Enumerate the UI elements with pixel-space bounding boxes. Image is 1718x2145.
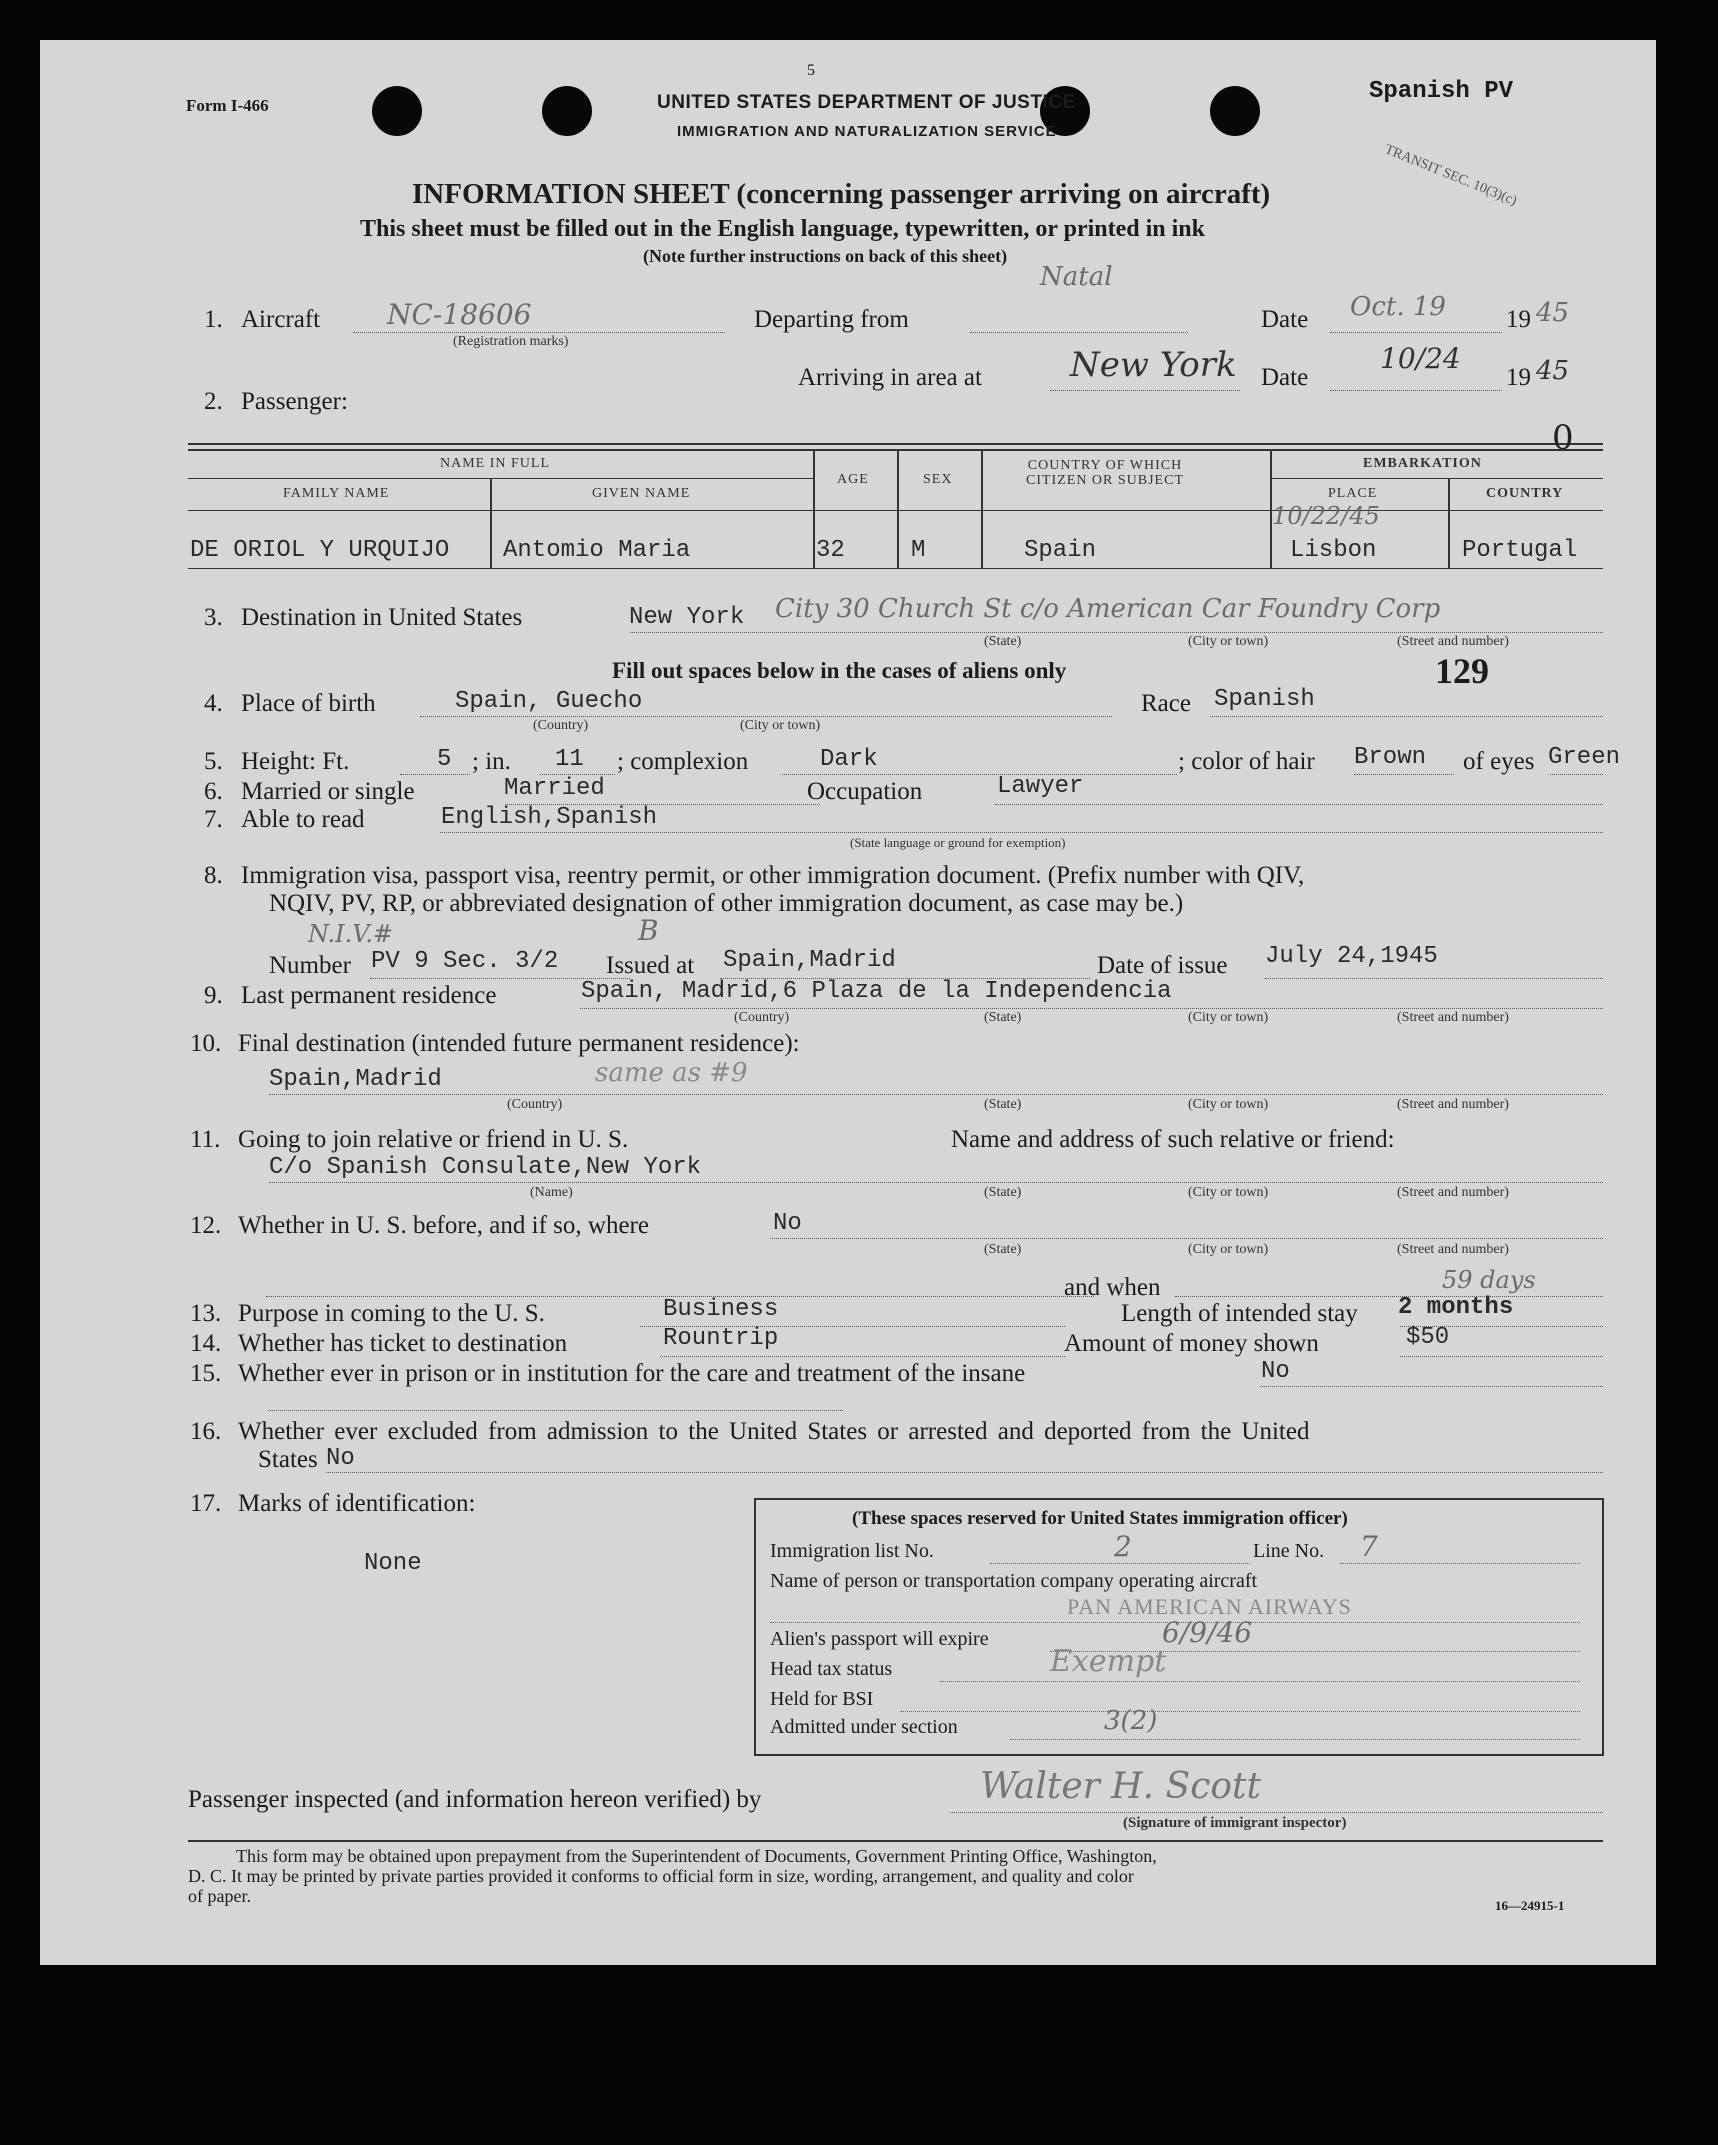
list-value[interactable]: 2 [1114, 1530, 1132, 1563]
name-in-full-header: NAME IN FULL [440, 456, 550, 471]
visa-number-label: Number [269, 952, 351, 979]
aircraft-value[interactable]: NC-18606 [387, 298, 532, 331]
department-name: UNITED STATES DEPARTMENT OF JUSTICE [657, 92, 1076, 113]
form-print-code: 16—24915-1 [1495, 1898, 1565, 1913]
country-caption: (Country) [507, 1097, 563, 1112]
prior-visit-label: Whether in U. S. before, and if so, where [238, 1212, 649, 1239]
read-label: Able to read [241, 806, 365, 833]
residence-value[interactable]: Spain, Madrid,6 Plaza de la Independencia [581, 978, 1172, 1005]
money-label: Amount of money shown [1064, 1330, 1319, 1357]
eyes-value[interactable]: Green [1548, 744, 1621, 771]
institution-label: Whether ever in prison or in institution for the care and treatment of the insane [238, 1360, 1026, 1387]
race-value[interactable]: Spanish [1214, 686, 1315, 713]
age-value[interactable]: 32 [816, 537, 845, 564]
hair-label: ; color of hair [1178, 748, 1315, 775]
state-caption: (State) [984, 1097, 1022, 1112]
date-of-issue-value[interactable]: July 24,1945 [1265, 943, 1438, 970]
signature-caption: (Signature of immigrant inspector) [1123, 1815, 1347, 1831]
birthplace-label: Place of birth [241, 690, 376, 717]
section-value[interactable]: 3(2) [1104, 1706, 1158, 1736]
departure-date-value[interactable]: Oct. 19 [1350, 292, 1446, 322]
relative-value[interactable]: C/o Spanish Consulate,New York [269, 1154, 702, 1181]
arrival-date-value[interactable]: 10/24 [1380, 342, 1461, 375]
date-of-issue-label: Date of issue [1097, 952, 1228, 979]
destination-address-value[interactable]: City 30 Church St c/o American Car Foundry Corp [775, 594, 1441, 624]
institution-value[interactable]: No [1261, 1358, 1290, 1385]
item-number: 3. [204, 604, 223, 631]
issued-at-label: Issued at [606, 952, 695, 979]
departing-value[interactable]: Natal [1040, 262, 1113, 292]
item-number: 2. [204, 388, 223, 415]
state-caption: (State) [984, 1185, 1022, 1200]
year-prefix: 19 [1506, 306, 1531, 333]
head-tax-value[interactable]: Exempt [1050, 1644, 1167, 1679]
state-caption: (State) [984, 1242, 1022, 1257]
given-name-value[interactable]: Antomio Maria [503, 537, 691, 564]
final-destination-value[interactable]: Spain,Madrid [269, 1066, 442, 1093]
item-number: 5. [204, 748, 223, 775]
purpose-value[interactable]: Business [663, 1296, 779, 1323]
state-caption: (State) [984, 1010, 1022, 1025]
marks-label: Marks of identification: [238, 1490, 476, 1517]
passport-expire-label: Alien's passport will expire [770, 1628, 989, 1650]
given-name-header: GIVEN NAME [592, 486, 691, 501]
year2-prefix: 19 [1506, 364, 1531, 391]
marital-label: Married or single [241, 778, 415, 805]
country-caption: (Country) [734, 1010, 790, 1025]
aircraft-label: Aircraft [241, 306, 321, 333]
visa-number-value[interactable]: PV 9 Sec. 3/2 [371, 948, 559, 975]
final-destination-label: Final destination (intended future permanent residence): [238, 1030, 800, 1057]
place-header: PLACE [1328, 486, 1378, 501]
arriving-label: Arriving in area at [798, 364, 982, 391]
inches-label: ; in. [472, 748, 511, 775]
street-caption: (Street and number) [1397, 1185, 1509, 1200]
form-title: INFORMATION SHEET (concerning passenger arriving on aircraft) [412, 178, 1271, 210]
ticket-value[interactable]: Rountrip [663, 1325, 779, 1352]
eyes-label: of eyes [1463, 748, 1535, 775]
item-number: 13. [190, 1300, 222, 1327]
arriving-value[interactable]: New York [1070, 345, 1237, 385]
purpose-label: Purpose in coming to the U. S. [238, 1300, 545, 1327]
item-number: 8. [204, 862, 223, 889]
money-value[interactable]: $50 [1406, 1324, 1450, 1351]
embarkation-country-value[interactable]: Portugal [1462, 537, 1578, 564]
arrival-year-value[interactable]: 45 [1536, 356, 1570, 386]
sex-value[interactable]: M [911, 537, 926, 564]
punch-hole [372, 86, 422, 136]
excluded-value[interactable]: No [326, 1445, 355, 1472]
height-label: Height: Ft. [241, 748, 350, 775]
date2-label: Date [1261, 364, 1309, 391]
operator-value[interactable]: PAN AMERICAN AIRWAYS [1067, 1594, 1352, 1619]
departing-label: Departing from [754, 306, 909, 333]
stay-hand-note[interactable]: 59 days [1442, 1266, 1536, 1294]
family-name-value[interactable]: DE ORIOL Y URQUIJO [190, 537, 450, 564]
line-label: Line No. [1253, 1540, 1325, 1562]
footer-line2: D. C. It may be printed by private parties provided it conforms to official form in size, wording, arrangement, and quality and color [188, 1866, 1134, 1886]
city-caption: (City or town) [1188, 634, 1269, 649]
form-number: Form I-466 [186, 96, 269, 115]
issued-at-value[interactable]: Spain,Madrid [723, 947, 896, 974]
race-label: Race [1141, 690, 1191, 717]
destination-state-value[interactable]: New York [629, 604, 745, 631]
item-number: 6. [204, 778, 223, 805]
embarkation-header: EMBARKATION [1363, 456, 1482, 471]
ticket-label: Whether has ticket to destination [238, 1330, 568, 1357]
punch-hole [1210, 86, 1260, 136]
languages-value[interactable]: English,Spanish [441, 804, 658, 831]
transit-stamp: TRANSIT SEC. 10(3)(c) [1382, 142, 1519, 209]
occupation-value[interactable]: Lawyer [997, 773, 1084, 800]
street-caption: (Street and number) [1397, 634, 1509, 649]
state-caption: (State) [984, 634, 1022, 649]
service-name: IMMIGRATION AND NATURALIZATION SERVICE [677, 123, 1057, 140]
bsi-label: Held for BSI [770, 1688, 874, 1710]
section-label: Admitted under section [770, 1716, 958, 1738]
passport-expire-value[interactable]: 6/9/46 [1162, 1616, 1253, 1649]
passenger-label: Passenger: [241, 388, 348, 415]
inspected-label: Passenger inspected (and information hereon verified) by [188, 1786, 762, 1813]
top-mark: 5 [807, 62, 815, 79]
country-caption: (Country) [533, 718, 589, 733]
departure-year-value[interactable]: 45 [1536, 298, 1570, 328]
item-number: 14. [190, 1330, 222, 1357]
street-caption: (Street and number) [1397, 1097, 1509, 1112]
city-caption: (City or town) [740, 718, 821, 733]
visa-hand-note: N.I.V.# [308, 920, 394, 948]
complexion-label: ; complexion [617, 748, 749, 775]
document-tag: Spanish PV [1369, 78, 1514, 105]
destination-label: Destination in United States [241, 604, 523, 631]
age-header: AGE [837, 472, 869, 487]
form-note: (Note further instructions on back of this sheet) [643, 246, 1008, 266]
relative-label: Going to join relative or friend in U. S. [238, 1126, 629, 1153]
and-when-label: and when [1064, 1274, 1161, 1301]
marital-value[interactable]: Married [504, 775, 605, 802]
occupation-label: Occupation [807, 778, 923, 805]
residence-label: Last permanent residence [241, 982, 497, 1009]
visa-instructions-line2: NQIV, PV, RP, or abbreviated designation of other immigration document, as case may be.) [269, 890, 1184, 917]
inspector-signature[interactable]: Walter H. Scott [980, 1766, 1261, 1807]
name-caption: (Name) [530, 1185, 573, 1200]
birthplace-value[interactable]: Spain, Guecho [455, 688, 643, 715]
footer-line3: of paper. [188, 1886, 251, 1906]
city-caption: (City or town) [1188, 1097, 1269, 1112]
citizen-header: COUNTRY OF WHICH CITIZEN OR SUBJECT [1026, 458, 1184, 488]
punch-hole [542, 86, 592, 136]
item-number: 12. [190, 1212, 222, 1239]
street-caption: (Street and number) [1397, 1010, 1509, 1025]
item-number: 4. [204, 690, 223, 717]
item-number: 10. [190, 1030, 222, 1057]
aliens-only-heading: Fill out spaces below in the cases of aliens only [612, 658, 1067, 683]
hair-value[interactable]: Brown [1354, 744, 1427, 771]
line-value[interactable]: 7 [1360, 1530, 1378, 1563]
form-sheet [40, 40, 1656, 1965]
operator-label: Name of person or transportation company operating aircraft [770, 1570, 1258, 1592]
file-number: 129 [1435, 651, 1489, 691]
head-tax-label: Head tax status [770, 1658, 893, 1680]
table-mark: 0 [1552, 418, 1574, 458]
item-number: 9. [204, 982, 223, 1009]
citizen-value[interactable]: Spain [1024, 537, 1097, 564]
stay-value[interactable]: 2 months [1398, 1294, 1514, 1321]
country-header: COUNTRY [1486, 486, 1564, 501]
footer-line1: This form may be obtained upon prepayment from the Superintendent of Documents, Government Printing Office, Washington, [236, 1846, 1157, 1866]
item-number: 17. [190, 1490, 222, 1517]
item-number: 1. [204, 306, 223, 333]
item-number: 16. [190, 1418, 222, 1445]
visa-instructions-line1: Immigration visa, passport visa, reentry permit, or other immigration document. (Prefix number with QIV, [241, 862, 1305, 889]
excluded-line1: Whether ever excluded from admission to the United States or arrested and deported from the United [238, 1418, 1310, 1445]
form-subtitle: This sheet must be filled out in the English language, typewritten, or printed in ink [360, 216, 1205, 242]
height-feet-value[interactable]: 5 [437, 746, 452, 773]
height-inches-value[interactable]: 11 [555, 746, 584, 773]
prior-visit-value[interactable]: No [773, 1210, 802, 1237]
officer-box-title: (These spaces reserved for United States immigration officer) [852, 1508, 1348, 1529]
excluded-line2: States [258, 1446, 318, 1473]
item-number: 7. [204, 806, 223, 833]
language-caption: (State language or ground for exemption) [850, 835, 1066, 850]
date-label: Date [1261, 306, 1309, 333]
city-caption: (City or town) [1188, 1185, 1269, 1200]
family-name-header: FAMILY NAME [283, 486, 390, 501]
complexion-value[interactable]: Dark [820, 746, 878, 773]
visa-hand-mark: B [638, 914, 659, 947]
stay-label: Length of intended stay [1121, 1300, 1358, 1327]
embarkation-place-value[interactable]: Lisbon [1290, 537, 1377, 564]
street-caption: (Street and number) [1397, 1242, 1509, 1257]
relative-name-address-label: Name and address of such relative or friend: [951, 1126, 1395, 1153]
final-destination-hand[interactable]: same as #9 [595, 1058, 748, 1088]
marks-value[interactable]: None [364, 1550, 422, 1577]
city-caption: (City or town) [1188, 1242, 1269, 1257]
registration-caption: (Registration marks) [453, 334, 569, 349]
city-caption: (City or town) [1188, 1010, 1269, 1025]
list-label: Immigration list No. [770, 1540, 934, 1562]
item-number: 11. [190, 1126, 221, 1153]
embarkation-date-value[interactable]: 10/22/45 [1272, 502, 1380, 530]
sex-header: SEX [923, 472, 953, 487]
item-number: 15. [190, 1360, 222, 1387]
